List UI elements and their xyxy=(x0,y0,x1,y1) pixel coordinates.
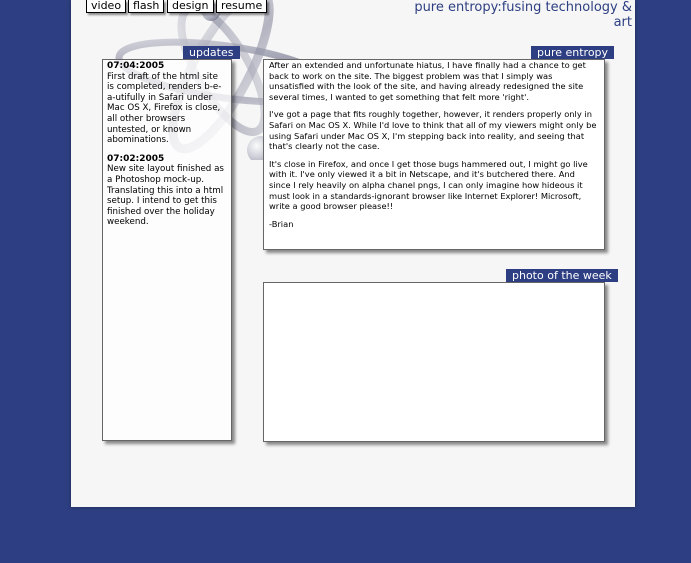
signature: -Brian xyxy=(269,218,294,229)
site-title: pure entropy:fusing technology & art xyxy=(414,0,632,30)
content-paragraph: I've got a page that fits roughly together, however, it renders properly only in Safari on Mac OS X. While I'd love to think that all of my viewers might only be using Safari under Mac OS X, I'm stepping back into reality, and seeing that that's clearly not the case. xyxy=(269,109,597,152)
content-paragraph: After an extended and unfortunate hiatus, I have finally had a chance to get back to work on the site. The biggest problem was that I simply was unsatisfied with the look of the site, and having already redesigned the site several times, I wanted to get something that felt more 'right'. xyxy=(269,60,586,102)
photo-tab-label: photo of the week xyxy=(506,269,618,282)
photo-of-the-week-panel xyxy=(263,282,605,442)
nav-flash-link[interactable]: flash xyxy=(128,0,164,13)
update-date: 07:02:2005 xyxy=(107,153,165,164)
update-date: 07:04:2005 xyxy=(107,61,165,71)
nav-video-link[interactable]: video xyxy=(86,0,126,13)
nav-design-link[interactable]: design xyxy=(167,0,214,13)
updates-panel xyxy=(102,59,232,441)
main-content-panel xyxy=(263,59,605,250)
update-text: First draft of the html site is completed, renders b-e-a-utifully in Safari under Mac OS X, Firefox is close, all other browsers untested, or known abominations. xyxy=(107,71,222,146)
updates-tab-label: updates xyxy=(183,46,240,59)
nav-resume-link[interactable]: resume xyxy=(216,0,267,13)
main-tab-label: pure entropy xyxy=(531,46,614,59)
update-text: New site layout finished as a Photoshop mock-up. Translating this into a html setup. I intend to get this finished over the holiday weekend. xyxy=(107,164,224,228)
content-paragraph: It's close in Firefox, and once I get those bugs hammered out, I might go live with it. I've only viewed it a bit in Netscape, and it's butchered there. And since I rely heavily on alpha chanel pngs, I can only imagine how hideous it must look in a standards-ignorant browser like Internet Explorer! Microsoft, write a good browser please!! xyxy=(269,158,588,212)
